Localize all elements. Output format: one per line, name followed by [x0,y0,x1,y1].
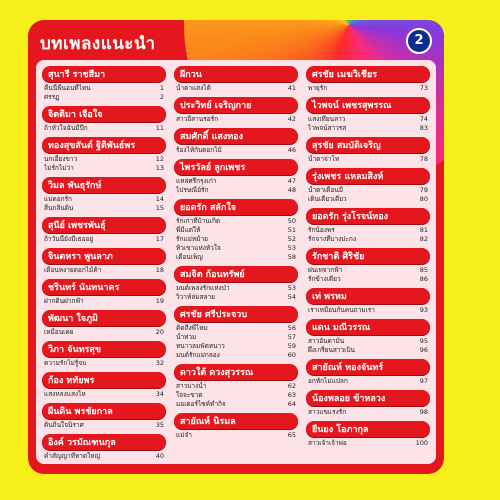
song-title: คืนนี้พี่นอนที่ไหน [44,84,91,92]
column-2 [174,66,298,444]
song-title: เหมือนเคย [44,328,74,336]
song-row[interactable] [42,124,166,133]
artist-section [174,159,298,195]
artist-header: ก้อง หทัยพร [42,372,166,388]
artist-header: จิตติมา เจือใจ [42,106,166,122]
song-row[interactable] [42,195,166,204]
song-page-number: 82 [419,235,428,243]
song-page-number: 79 [419,186,428,194]
artist-header: สุนีย์ เพชรพันธุ์ [42,217,166,233]
song-row[interactable] [174,84,298,93]
song-row[interactable] [306,115,430,124]
song-row[interactable] [174,342,298,351]
song-page-number: 46 [287,146,296,154]
artist-section [174,97,298,124]
song-page-number: 42 [287,115,296,123]
song-page-number: 100 [415,439,428,447]
song-title: ศรรฏ [44,93,60,101]
song-page-number: 48 [287,186,296,194]
song-title: สาวอีสานรอรัก [176,115,219,123]
song-title: มนต์รักแม่กลอง [176,351,220,359]
song-title: ดินถิ่นใจนิราศ [44,421,84,429]
song-page-number: 34 [155,390,164,398]
song-row[interactable] [174,391,298,400]
song-page-number: 35 [155,421,164,429]
artist-header: ดาวใต้ ดวงสุวรรณ [174,364,298,380]
song-row[interactable] [174,324,298,333]
song-title: มอเตอร์ไซค์ทำกิจ [176,400,226,408]
artist-section [42,279,166,306]
song-page-number: 65 [287,431,296,439]
song-page-number: 73 [419,84,428,92]
artist-section [306,359,430,386]
song-page-number: 78 [419,155,428,163]
song-title: ไปรษณีย์รัก [176,186,209,194]
song-row[interactable] [174,235,298,244]
song-row[interactable] [174,351,298,360]
artist-section [42,403,166,430]
song-row[interactable] [306,266,430,275]
song-title: มนต์เพลงรักแห่งป่า [176,284,230,292]
song-title: แสงเทียนลาว [308,115,346,123]
song-row[interactable] [42,452,166,461]
song-page-number: 63 [287,391,296,399]
artist-section [42,372,166,399]
song-title: หนาวลมพัดหนาว [176,342,225,350]
song-row[interactable] [174,333,298,342]
artist-section [174,266,298,302]
song-page-number: 11 [155,124,164,132]
song-title: ใจจะขาด [176,391,203,399]
song-page-number: 12 [155,155,164,163]
song-title: เดินเดียวเดียว [308,195,347,203]
song-row[interactable] [306,306,430,315]
song-row[interactable] [174,431,298,440]
artist-section [306,97,430,133]
song-title: แม่จ๋า [176,431,192,439]
song-row[interactable] [306,84,430,93]
artist-section [42,137,166,173]
column-1 [42,66,166,465]
artist-header: รักชาติ ศิริชัย [306,248,430,264]
artist-section [174,199,298,262]
song-row[interactable] [174,186,298,195]
artist-section [306,168,430,204]
song-title: รักข้างเดียว [308,275,341,283]
song-title: วิวาห์ล่มสลาย [176,293,215,301]
artist-header: อิงค์ วรมัณฑนกุล [42,434,166,450]
song-title: สาวอันดามัน [308,337,345,345]
artist-header: สมจิต ก้อนทรัพย์ [174,266,298,282]
song-title: ฝากดินฝากฟ้า [44,297,84,305]
song-title: แหล่ศรีกรุงเก่า [176,177,217,185]
song-title: ไวพจน์สาวรส [308,124,347,132]
song-row[interactable] [42,93,166,102]
song-row[interactable] [174,293,298,302]
page-number-badge: 2 [406,28,432,54]
song-row[interactable] [306,226,430,235]
song-page-number: 62 [287,382,296,390]
artist-header: วิมล พันธุรักษ์ [42,177,166,193]
artist-section [174,66,298,93]
song-row[interactable] [42,421,166,430]
song-row[interactable] [306,439,430,448]
song-page-number: 20 [155,328,164,336]
song-row[interactable] [174,146,298,155]
song-title: สาวแขแรงรัก [308,408,347,416]
song-page-number: 81 [419,226,428,234]
song-page-number: 53 [287,284,296,292]
song-page-number: 18 [155,266,164,274]
song-title: พายุรัก [308,84,328,92]
song-row[interactable] [174,115,298,124]
song-title: นกเอี้ยงขาว [44,155,78,163]
artist-header: ชรินทร์ นันทนาคร [42,279,166,295]
song-page-number: 13 [155,164,164,172]
song-title: อกหักไม่แปลก [308,377,348,385]
song-index-panel [36,60,436,464]
artist-header: สุรชัย สมบัติเจริญ [306,137,430,153]
artist-section [42,217,166,244]
artist-header: รุ่งเพชร แหลมสิงห์ [306,168,430,184]
song-row[interactable] [306,275,430,284]
artist-section [306,421,430,448]
artist-section [306,137,430,164]
song-page-number: 17 [155,235,164,243]
song-row[interactable] [174,382,298,391]
artist-header: ประวิทย์ เจริญกาย [174,97,298,113]
song-title: ถ้าหัวใจฉันมีปีก [44,124,88,132]
song-row[interactable] [42,84,166,93]
song-page-number: 98 [419,408,428,416]
artist-section [42,177,166,213]
song-row[interactable] [174,400,298,409]
artist-header: แดน มณีวรรณ [306,319,430,335]
song-page-number: 96 [419,346,428,354]
song-row[interactable] [42,266,166,275]
song-page-number: 58 [287,253,296,261]
artist-section [42,106,166,133]
artist-header: ไพรวัลย์ ลูกเพชร [174,159,298,175]
song-title: ร้องไห้กับดอกไม้ [176,146,222,154]
artist-header: ผืนดิน พรชัยกาล [42,403,166,419]
song-page-number: 60 [287,351,296,359]
song-page-number: 85 [419,266,428,274]
artist-header: ศรชัย เมฆวิเชียร [306,66,430,82]
song-row[interactable] [42,390,166,399]
song-title: แสงหลงแสงไห [44,390,86,398]
song-page-number: 53 [287,244,296,252]
page-title: บทเพลงแนะนำ [40,34,156,54]
artist-section [306,208,430,244]
artist-header: วิภา จันทรสุข [42,341,166,357]
artist-section [42,248,166,275]
song-title: ผึ้งเกรียนสาวเป็น [308,346,355,354]
artist-header: เท่ พรหม [306,288,430,304]
song-row[interactable] [42,155,166,164]
artist-header: ไวพจน์ เพชรสุพรรณ [306,97,430,113]
song-page-number: 97 [419,377,428,385]
artist-header: ยืนยง โอภากุล [306,421,430,437]
artist-header: สมศักดิ์ แสงทอง [174,128,298,144]
song-title: คิดถึงพี่ไหม [176,324,208,332]
song-row[interactable] [42,204,166,213]
artist-section [306,66,430,93]
song-row[interactable] [42,235,166,244]
song-title: น้ำตาจ่าโท [308,155,340,163]
song-row[interactable] [42,297,166,306]
artist-header: ยอดรัก รุ่งโรจน์ทอง [306,208,430,224]
artist-section [306,390,430,417]
song-row[interactable] [42,359,166,368]
song-row[interactable] [306,155,430,164]
song-page-number: 40 [155,452,164,460]
song-page-number: 64 [287,400,296,408]
song-page-number: 15 [155,204,164,212]
song-title: สาวเจ้าเจ้าพ่อ [308,439,347,447]
song-row[interactable] [174,226,298,235]
song-title: เราเหมือนกันคนถามเรา [308,306,375,314]
song-page-number: 56 [287,324,296,332]
artist-header: ศรชัย ศรีประจวบ [174,306,298,322]
song-title: น้ำตาเดือนมี [308,186,344,194]
song-title: รักน้องพร [308,226,335,234]
artist-section [174,128,298,155]
artist-section [42,341,166,368]
song-row[interactable] [306,346,430,355]
song-row[interactable] [306,235,430,244]
song-row[interactable] [174,253,298,262]
song-row[interactable] [306,408,430,417]
song-title: เดือนเพ็ญ [176,253,203,261]
song-page-number: 19 [155,297,164,305]
song-page-number: 1 [159,84,164,92]
artist-header: จินตหรา พูนลาภ [42,248,166,264]
song-row[interactable] [306,195,430,204]
artist-section [42,434,166,461]
page-frame [28,20,444,474]
song-page-number: 2 [159,93,164,101]
song-page-number: 14 [155,195,164,203]
artist-header: สุนารี ราชสีมา [42,66,166,82]
song-page-number: 54 [287,293,296,301]
song-row[interactable] [306,337,430,346]
song-title: ทิวเขาแห่งหัวใจ [176,244,221,252]
song-title: น้ำท่วม [176,333,197,341]
artist-section [174,413,298,440]
song-row[interactable] [174,244,298,253]
song-page-number: 93 [419,306,428,314]
song-page-number: 50 [287,217,296,225]
song-page-number: 86 [419,275,428,283]
artist-section [174,306,298,360]
song-title: ฝนเทจากฟ้า [308,266,343,274]
song-title: รักแม่หม้าย [176,235,208,243]
artist-section [306,319,430,355]
song-row[interactable] [174,217,298,226]
artist-header: ยอดรัก สลักใจ [174,199,298,215]
artist-header: ทองสุขสันต์ ฐิติพันธ์พร [42,137,166,153]
song-page-number: 47 [287,177,296,185]
song-title: สิ้นกลิ่นดิน [44,204,74,212]
song-page-number: 74 [419,115,428,123]
song-page-number: 52 [287,235,296,243]
song-title: เดือนหงายดอกไม้ค้า [44,266,102,274]
song-title: ความรักไม่รู้จบ [44,359,87,367]
song-page-number: 32 [155,359,164,367]
song-row[interactable] [306,377,430,386]
artist-section [42,66,166,102]
song-page-number: 51 [287,226,296,234]
song-title: รักจางที่บางปะกง [308,235,357,243]
song-page-number: 83 [419,124,428,132]
song-page-number: 57 [287,333,296,341]
song-title: น้ำตาแสงไต้ [176,84,211,92]
artist-section [306,288,430,315]
artist-section [306,248,430,284]
artist-header: น้องพลอย ข้าหลวง [306,390,430,406]
song-row[interactable] [42,328,166,337]
artist-section [174,364,298,409]
artist-header: สายัณห์ นิรมล [174,413,298,429]
song-title: แม่ดอกรัก [44,195,72,203]
artist-header: สายัณห์ ทองจันทร์ [306,359,430,375]
artist-header: ผีกวน [174,66,298,82]
artist-section [42,310,166,337]
column-3 [306,66,430,452]
song-title: สาวบางน้ำ [176,382,207,390]
song-title: ถ้าวันนี้ยังมีเธออยู่ [44,235,94,243]
song-title: พี่มีแต่ให้ [176,226,201,234]
song-page-number: 59 [287,342,296,350]
artist-header: พัฒนา ใจภูมิ [42,310,166,326]
song-row[interactable] [174,177,298,186]
song-row[interactable] [306,186,430,195]
song-row[interactable] [306,124,430,133]
song-row[interactable] [174,284,298,293]
song-title: ไม่รักไม่ว่า [44,164,74,172]
song-row[interactable] [42,164,166,173]
song-page-number: 41 [287,84,296,92]
song-title: คำสัญญาที่หาดใหญ่ [44,452,101,460]
song-page-number: 95 [419,337,428,345]
song-page-number: 80 [419,195,428,203]
song-title: รักเก่าที่บ้านเกิด [176,217,221,225]
